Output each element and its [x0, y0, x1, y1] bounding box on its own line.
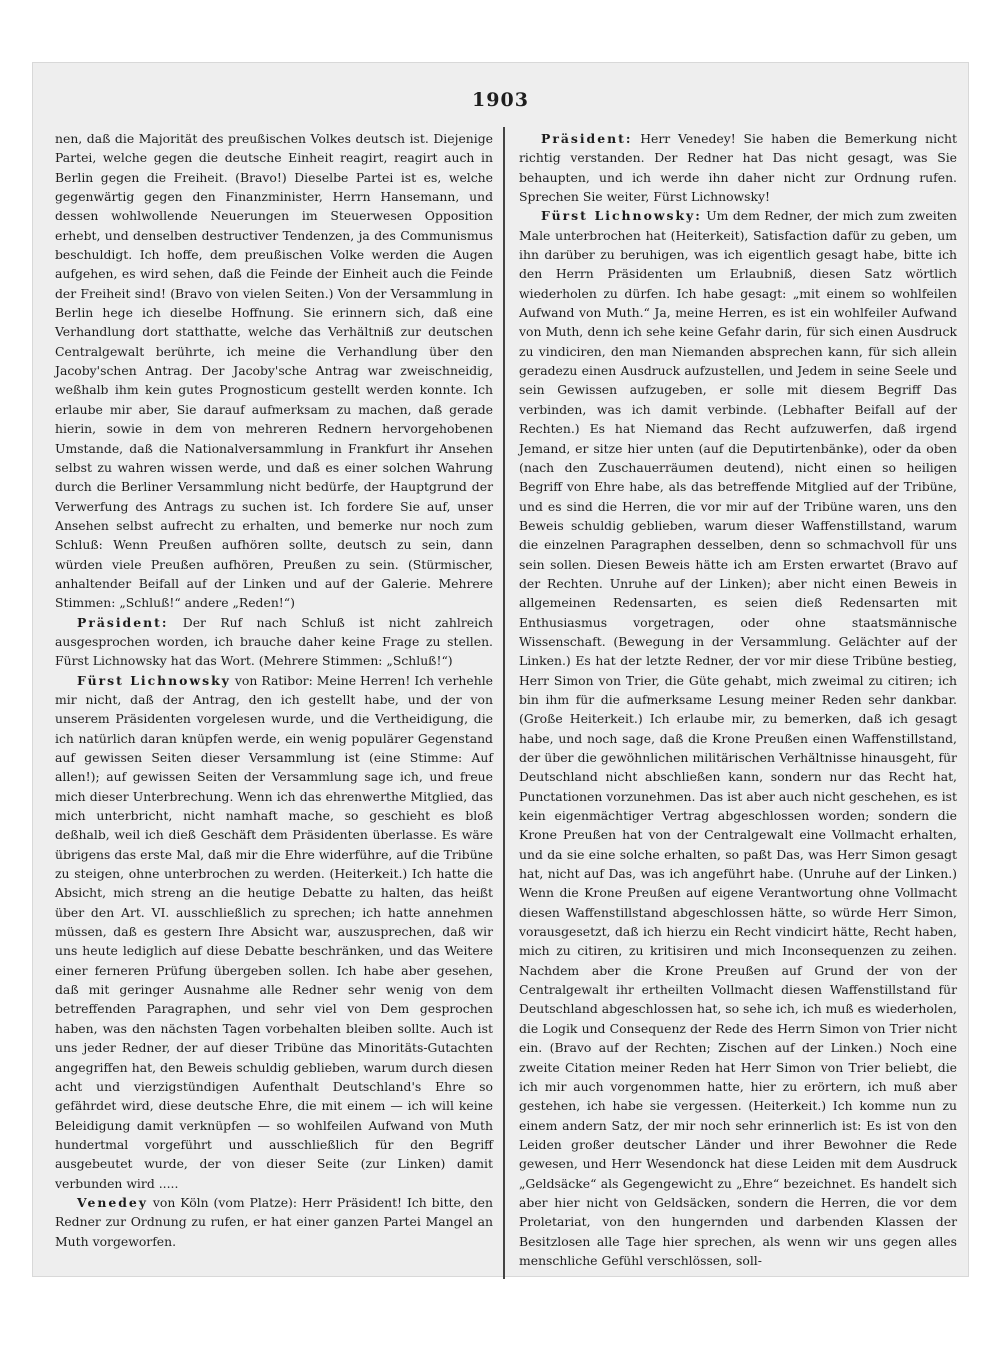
paragraph [519, 129, 957, 206]
paragraph-text: nen, daß die Majorität des preußischen Volkes deutsch ist. Diejenige Partei, welche gegen die deutsche Einheit reagirt, reagirt auch in Berlin gegen die Freiheit. (Bravo!) Dieselbe Partei ist es, welche gegenwärtig gegen den Finanzminister, Herrn Hansemann, und dessen wohlwollende Neuerungen im Steuerwesen Opposition erhebt, und denselben destructiver Tendenzen, ja des Communismus beschuldigt. Ich hoffe, dem preußischen Volke werden die Augen aufgehen, es wird sehen, daß die Feinde der Einheit auch die Feinde der Freiheit sind! (Bravo von vielen Seiten.) Von der Versammlung in Berlin hege ich dieselbe Hoffnung. Sie erinnern sich, daß eine Verhandlung dort statthatte, welche das Verhältniß zur deutschen Centralgewalt berührte, ich meine die Verhandlung über den Jacoby'schen Antrag. Der Jacoby'sche Antrag war zweischneidig, weßhalb ihm kein gutes Prognosticum gestellt werden konnte. Ich erlaube mir aber, Sie darauf aufmerksam zu machen, daß gerade hierin, sowie in dem von mehreren Rednern hervorgehobenen Umstande, daß die Nationalversammlung in Frankfurt ihr Ansehen selbst zu wahren wissen werde, und daß es einer solchen Wahrung durch die Berliner Versammlung nicht bedürfe, der Hauptgrund der Verwerfung des Antrags zu suchen ist. Ich fordere Sie auf, unser Ansehen selbst aufrecht zu erhalten, und bemerke nur noch zum Schluß: Wenn Preußen aufhören sollte, deutsch zu sein, dann würden viele Preußen aufhören, Preußen zu sein. (Stürmischer, anhaltender Beifall auf der Linken und auf der Galerie. Mehrere Stimmen: „Schluß!“ andere „Reden!“) [55, 131, 493, 611]
column-divider [503, 127, 505, 1279]
right-column [519, 129, 957, 1270]
speaker-name: Venedey [77, 1194, 148, 1210]
newspaper-page [32, 62, 969, 1277]
paragraph-text: Der Ruf nach Schluß ist nicht zahlreich ausgesprochen worden, ich brauche daher keine Frage zu stellen. Fürst Lichnowsky hat das Wort. (Mehrere Stimmen: „Schluß!“) [55, 614, 493, 669]
page-number: 1903 [472, 89, 529, 111]
left-column [55, 129, 493, 1251]
speaker-name: Präsident: [541, 131, 633, 146]
paragraph-text: Um dem Redner, der mich zum zweiten Male unterbrochen hat (Heiterkeit), Satisfaction dafür zu geben, um ihn darüber zu beruhigen, was ich eigentlich gesagt habe, bitte ich den Herrn Präsidenten um Erlaubniß, diesen Satz wörtlich wiederholen zu dürfen. Ich habe gesagt: „mit einem so wohlfeilen Aufwand von Muth.“ Ja, meine Herren, es ist ein wohlfeiler Aufwand von Muth, denn ich sehe keine Gefahr darin, für sich einen Ausdruck zu vindiciren, den man Niemanden absprechen kann, für sich allein geradezu einen Ausdruck aufzustellen, und Jedem in seine Seele und sein Gewissen aufzugeben, er solle mit diesem Begriff Das verbinden, was ich damit verbinde. (Lebhafter Beifall auf der Rechten.) Es hat Niemand das Recht aufzuwerfen, daß irgend Jemand, er sitze hier unten (auf die Deputirtenbänke), oder da oben (nach den Zuschauerräumen deutend), nicht einen so heiligen Begriff von Ehre habe, als das betreffende Mitglied auf der Tribüne, und es sind die Herren, die vor mir auf der Tribüne waren, uns den Beweis schuldig geblieben, warum dieser Waffenstillstand, warum die einzelnen Paragraphen desselben, denn so schmachvoll für uns sein sollen. Diesen Beweis hätte ich am Ersten erwartet (Bravo auf der Rechten. Unruhe auf der Linken); aber nicht einen Beweis in allgemeinen Redensarten, es seien dieß Redensarten mit Enthusiasmus vorgetragen, oder ohne staatsmännische Wissenschaft. (Bewegung in der Versammlung. Gelächter auf der Linken.) Es hat der letzte Redner, der vor mir diese Tribüne bestieg, Herr Simon von Trier, die Güte gehabt, mich zweimal zu citiren; ich bin ihm für die aufmerksame Lesung meiner Reden sehr dankbar. (Große Heiterkeit.) Ich erlaube mir, zu bemerken, daß ich gesagt habe, und noch sage, daß die Krone Preußen einen Waffenstillstand, der über die gewöhnlichen militärischen Verhältnisse hinausgeht, für Deutschland nicht abschließen kann, sondern nur das Recht hat, Punctationen vorzunehmen. Das ist aber auch nicht geschehen, es ist kein eigenmächtiger Vertrag abgeschlossen worden; sondern die Krone Preußen hat von der Centralgewalt eine Vollmacht erhalten, und da sie eine solche erhalten, so paßt Das, was Herr Simon gesagt hat, nicht auf Das, was ich angeführt habe. (Unruhe auf der Linken.) Wenn die Krone Preußen auf eigene Verantwortung ohne Vollmacht diesen Waffenstillstand abgeschlossen hätte, so würde Herr Simon, vorausgesetzt, daß ich hierzu ein Recht vindicirt hätte, Recht haben, mich zu citiren, zu kritisiren und mich Inconsequenzen zu zeihen. Nachdem aber die Krone Preußen auf Grund der von der Centralgewalt ihr ertheilten Vollmacht diesen Waffenstillstand für Deutschland abgeschlossen hat, so sehe ich, ich muß es wiederholen, die Logik und Consequenz der Rede des Herrn Simon von Trier nicht ein. (Bravo auf der Rechten; Zischen auf der Linken.) Noch eine zweite Citation meiner Reden hat Herr Simon von Trier beliebt, die ich mir auch vorgenommen hatte, hier zu erörtern, ich muß aber gestehen, ich habe sie vergessen. (Heiterkeit.) Ich komme nun zu einem andern Satz, der mir noch sehr erinnerlich ist: Es ist von den Leiden großer deutscher Länder und ihrer Bewohner die Rede gewesen, und Herr Wesendonck hat diese Leiden mit dem Ausdruck „Geldsäcke“ als Gegengewicht zu „Ehre“ bezeichnet. Es handelt sich aber hier nicht von Geldsäcken, sondern die Herren, die vor dem Proletariat, von den hungernden und darbenden Klassen der Besitzlosen alle Tage hier sprechen, als wenn wir uns gegen alles menschliche Gefühl verschlössen, soll- [519, 208, 957, 1268]
paragraph [55, 129, 493, 613]
paragraph-text: von Köln (vom Platze): Herr Präsident! Ich bitte, den Redner zur Ordnung zu rufen, er hat einer ganzen Partei Mangel an Muth vorgeworfen. [55, 1194, 493, 1249]
paragraph-text: von Ratibor: Meine Herren! Ich verhehle mir nicht, daß der Antrag, den ich gestellt habe, und der von unserem Präsidenten vorgelesen wurde, und die Vertheidigung, die ich natürlich daran knüpfen werde, ein wenig populärer Gegenstand auf gewissen Seiten dieser Versammlung ist (eine Stimme: Auf allen!); auf gewissen Seiten der Versammlung sage ich, und freue mich dieser Unterbrechung. Wenn ich das ehrenwerthe Mitglied, das mich unterbricht, nicht namhaft mache, so geschieht es bloß deßhalb, weil ich dieß Geschäft dem Präsidenten überlasse. Es wäre übrigens das erste Mal, daß mir die Ehre widerführe, auf die Tribüne zu steigen, ohne unterbrochen zu werden. (Heiterkeit.) Ich hatte die Absicht, mich streng an die heutige Debatte zu halten, das heißt über den Art. VI. ausschließlich zu sprechen; ich hatte annehmen müssen, daß es gestern Ihre Absicht war, auszusprechen, daß wir uns heute lediglich auf diese Debatte beschränken, und das Weitere einer ferneren Prüfung übergeben sollen. Ich habe aber gesehen, daß mit geringer Ausnahme alle Redner sehr wenig von dem betreffenden Paragraphen, und sehr viel von Dem gesprochen haben, was den nächsten Tagen vorbehalten bleiben sollte. Auch ist uns jeder Redner, der auf dieser Tribüne das Minoritäts-Gutachten angegriffen hat, den Beweis schuldig geblieben, warum durch diesen acht und vierzigstündigen Aufenthalt Deutschland's Ehre so gefährdet wird, diese deutsche Ehre, die mit einem — ich will keine Beleidigung damit verknüpfen — so wohlfeilen Aufwand von Muth hundertmal vorgeführt und ausschließlich für den Begriff ausgebeutet wurde, der von dieser Seite (zur Linken) damit verbunden wird ..... [55, 672, 493, 1191]
paragraph [55, 671, 493, 1193]
speaker-name: Präsident: [77, 614, 169, 630]
speaker-name: Fürst Lichnowsky: [541, 208, 702, 224]
paragraph [55, 613, 493, 671]
paragraph [55, 1193, 493, 1251]
paragraph [519, 206, 957, 1270]
paragraph-text: Herr Venedey! Sie haben die Bemerkung nicht richtig verstanden. Der Redner hat Das nicht gesagt, was Sie behaupten, und ich werde ihn daher nicht zur Ordnung rufen. Sprechen Sie weiter, Fürst Lichnowsky! [519, 131, 957, 205]
speaker-name: Fürst Lichnowsky [77, 672, 231, 688]
